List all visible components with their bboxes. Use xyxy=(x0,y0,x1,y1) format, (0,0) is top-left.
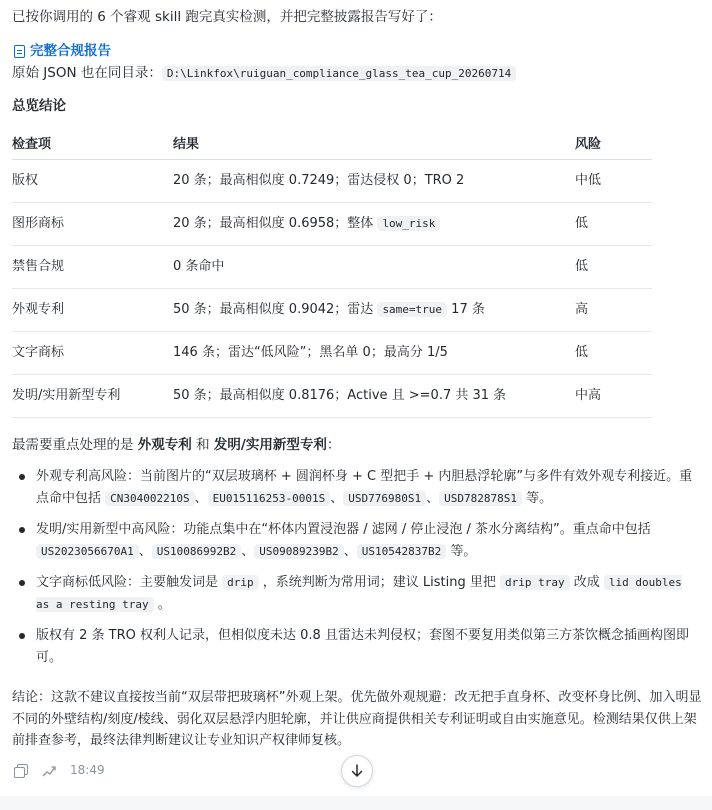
separator: 、 xyxy=(138,543,152,559)
header-risk: 风险 xyxy=(575,130,652,159)
focus-suffix: ： xyxy=(326,437,341,453)
result-code: same=true xyxy=(377,302,447,317)
keyword-code: drip xyxy=(222,575,259,590)
table-row xyxy=(12,331,652,374)
table-row xyxy=(12,288,652,331)
table-row xyxy=(12,374,652,417)
focus-mid: 和 xyxy=(191,437,214,453)
result-text: 50 条；最高相似度 0.9042；雷达 xyxy=(173,302,378,317)
bullet-tail: 等。 xyxy=(446,543,477,559)
cell-result xyxy=(173,288,575,331)
bottom-fade xyxy=(0,796,712,810)
bullet-text: 发明/实用新型中高风险：功能点集中在“杯体内置浸泡器 / 滤网 / 停止浸泡 / 茶水分离结构”。重点命中包括 xyxy=(36,522,651,537)
keyword-code: drip tray xyxy=(500,575,570,590)
intro-text: 已按你调用的 6 个睿观 skill 跑完真实检测，并把完整披露报告写好了： xyxy=(12,9,442,25)
summary-heading: 总览结论 xyxy=(12,98,66,114)
arrow-down-icon xyxy=(350,764,364,778)
cell-item: 发明/实用新型专利 xyxy=(12,374,173,417)
cell-result: 146 条；雷达“低风险”；黑名单 0；最高分 1/5 xyxy=(173,331,575,374)
path-code: D:\Linkfox\ruiguan_compliance_glass_tea_cup_20260714 xyxy=(162,66,516,81)
list-item xyxy=(16,519,700,562)
bullet-tail: 。 xyxy=(153,596,171,612)
result-text: 20 条；最高相似度 0.6958；整体 xyxy=(173,216,378,231)
header-result: 结果 xyxy=(173,130,575,159)
report-link-label: 完整合规报告 xyxy=(30,43,111,59)
bullet-text: 版权有 2 条 TRO 权利人记录，但相似度未达 0.8 且雷达未判侵权；套图不要复用类似第三方茶饮概念插画构图即可。 xyxy=(36,628,689,665)
patent-code: CN304002210S xyxy=(105,491,194,506)
cell-risk: 低 xyxy=(575,245,652,288)
patent-code: USD776980S1 xyxy=(343,491,426,506)
cell-item: 外观专利 xyxy=(12,288,173,331)
table-header-row xyxy=(12,130,652,159)
cell-item: 版权 xyxy=(12,159,173,202)
result-text-tail: 17 条 xyxy=(447,302,485,317)
cell-risk: 低 xyxy=(575,331,652,374)
cell-item: 图形商标 xyxy=(12,202,173,245)
document-icon xyxy=(14,45,25,58)
risk-bullet-list xyxy=(16,466,700,678)
table-row xyxy=(12,202,652,245)
table-row xyxy=(12,159,652,202)
focus-paragraph xyxy=(12,435,340,456)
bullet-text: 外观专利高风险：当前图片的“双层玻璃杯 + 圆润杯身 + C 型把手 + 内胆悬浮轮廓”与多件有效外观专利接近。重点命中包括 xyxy=(36,469,693,506)
copy-icon[interactable] xyxy=(14,764,28,778)
report-link[interactable] xyxy=(14,41,111,62)
cell-risk: 中低 xyxy=(575,159,652,202)
patent-code: US10086992B2 xyxy=(152,544,241,559)
summary-table xyxy=(12,130,652,418)
list-item xyxy=(16,466,700,509)
focus-utility-patent: 发明/实用新型专利 xyxy=(213,437,327,453)
list-item xyxy=(16,625,700,668)
header-item: 检查项 xyxy=(12,130,173,159)
separator: 、 xyxy=(426,490,440,506)
json-path-line xyxy=(12,63,516,84)
message-time: 18:49 xyxy=(70,763,105,777)
bullet-tail: 等。 xyxy=(521,490,553,506)
cell-result: 0 条命中 xyxy=(173,245,575,288)
patent-code: EU015116253-0001S xyxy=(208,491,331,506)
bullet-text: 改成 xyxy=(569,575,604,590)
conclusion-paragraph: 结论：这款不建议直接按当前“双层带把玻璃杯”外观上架。优先做外观规避：改无把手直身杯、改变杯身比例、加入明显不同的外壁结构/刻度/棱线、弱化双层悬浮内胆轮廓，并让供应商提供相关专利证明或自由实施意见。检测结果仅供上架前排查参考，最终法律判断建议让专业知识产权律师复核。 xyxy=(12,690,702,748)
separator: 、 xyxy=(330,490,344,506)
patent-code: US09089239B2 xyxy=(254,544,343,559)
focus-design-patent: 外观专利 xyxy=(137,437,192,453)
list-item xyxy=(16,572,700,615)
separator: 、 xyxy=(343,543,357,559)
patent-code: US10542837B2 xyxy=(357,544,446,559)
result-code: low_risk xyxy=(377,216,440,231)
keyword-code: lid doubles as a resting tray xyxy=(36,576,682,611)
bullet-text: 文字商标低风险：主要触发词是 xyxy=(36,575,223,590)
patent-code: US2023056670A1 xyxy=(36,544,139,559)
cell-risk: 中高 xyxy=(575,374,652,417)
separator: 、 xyxy=(241,543,255,559)
cell-item: 文字商标 xyxy=(12,331,173,374)
patent-code: USD782878S1 xyxy=(439,491,522,506)
share-icon[interactable] xyxy=(42,764,56,778)
cell-result: 50 条；最高相似度 0.8176；Active 且 >=0.7 共 31 条 xyxy=(173,374,575,417)
message-actions xyxy=(14,760,105,781)
path-prefix: 原始 JSON 也在同目录： xyxy=(12,65,162,81)
cell-result xyxy=(173,202,575,245)
cell-risk: 高 xyxy=(575,288,652,331)
focus-prefix: 最需要重点处理的是 xyxy=(12,437,138,453)
cell-risk: 低 xyxy=(575,202,652,245)
share-icon-glyph xyxy=(42,764,56,778)
cell-item: 禁售合规 xyxy=(12,245,173,288)
separator: 、 xyxy=(194,490,208,506)
bullet-text: ，系统判断为常用词；建议 Listing 里把 xyxy=(258,575,500,590)
table-row xyxy=(12,245,652,288)
cell-result: 20 条；最高相似度 0.7249；雷达侵权 0；TRO 2 xyxy=(173,159,575,202)
scroll-to-bottom-button[interactable] xyxy=(341,755,373,787)
